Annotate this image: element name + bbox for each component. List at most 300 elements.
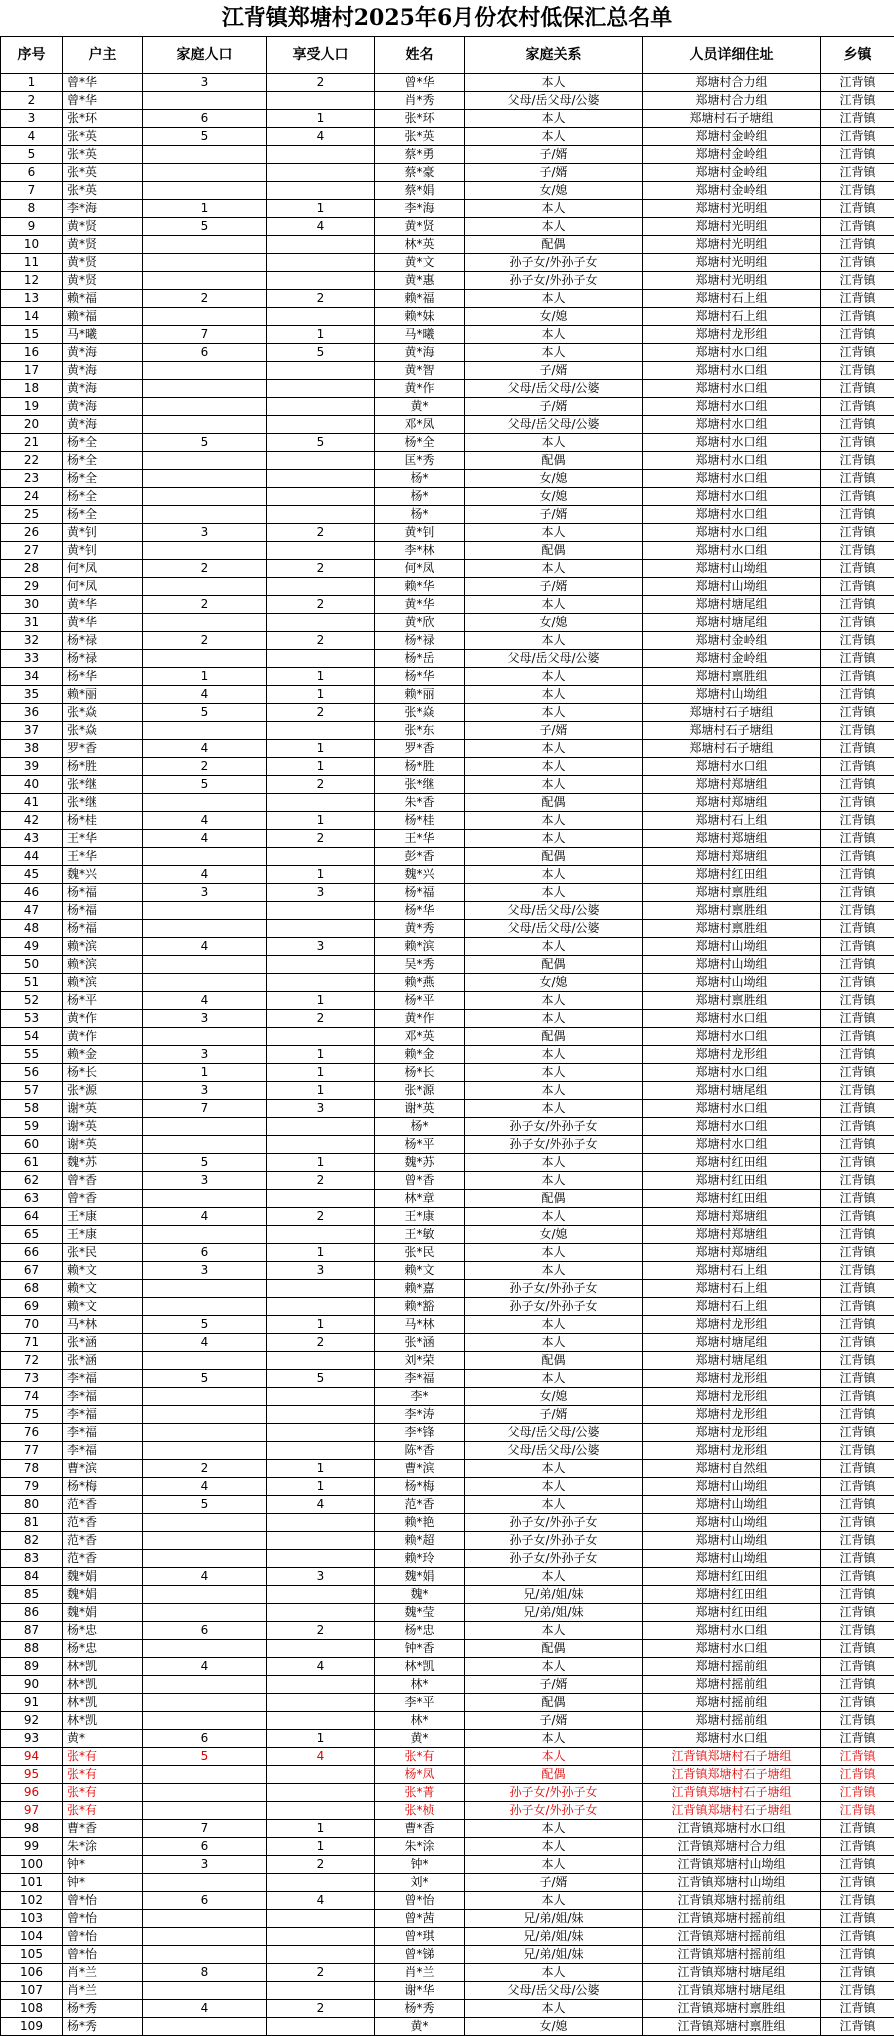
- table-row: [1, 272, 894, 290]
- cell-name: 魏*兴: [375, 866, 465, 884]
- cell-township: 江背镇: [821, 1820, 894, 1838]
- cell-index: 36: [1, 704, 63, 722]
- cell-township: 江背镇: [821, 1586, 894, 1604]
- cell-benefit-size: [267, 542, 375, 560]
- cell-name: 杨*华: [375, 902, 465, 920]
- cell-name: 朱*涂: [375, 1838, 465, 1856]
- cell-family-size: [143, 1712, 267, 1730]
- cell-benefit-size: 1: [267, 686, 375, 704]
- cell-township: 江背镇: [821, 650, 894, 668]
- cell-benefit-size: 3: [267, 884, 375, 902]
- table-row: [1, 596, 894, 614]
- cell-index: 79: [1, 1478, 63, 1496]
- table-row: [1, 1136, 894, 1154]
- cell-township: 江背镇: [821, 1910, 894, 1928]
- table-row: [1, 1316, 894, 1334]
- cell-relation: 女/媳: [465, 614, 643, 632]
- cell-householder: 肖*兰: [63, 1964, 143, 1982]
- cell-township: 江背镇: [821, 1766, 894, 1784]
- cell-index: 8: [1, 200, 63, 218]
- cell-householder: 曾*香: [63, 1172, 143, 1190]
- cell-benefit-size: 2: [267, 1334, 375, 1352]
- cell-index: 91: [1, 1694, 63, 1712]
- cell-benefit-size: 3: [267, 1262, 375, 1280]
- cell-address: 江背镇郑塘村摇前组: [643, 1928, 821, 1946]
- table-row: [1, 1406, 894, 1424]
- cell-name: 杨*秀: [375, 2000, 465, 2018]
- cell-householder: 杨*禄: [63, 632, 143, 650]
- cell-householder: 林*凯: [63, 1658, 143, 1676]
- cell-name: 肖*秀: [375, 92, 465, 110]
- cell-householder: 张*英: [63, 128, 143, 146]
- table-row: [1, 1766, 894, 1784]
- cell-name: 杨*梅: [375, 1478, 465, 1496]
- cell-relation: 本人: [465, 776, 643, 794]
- table-row: [1, 434, 894, 452]
- cell-relation: 本人: [465, 2000, 643, 2018]
- cell-relation: 女/媳: [465, 1226, 643, 1244]
- cell-benefit-size: [267, 1982, 375, 2000]
- cell-family-size: 7: [143, 326, 267, 344]
- cell-householder: 杨*秀: [63, 2018, 143, 2036]
- cell-name: 杨*: [375, 470, 465, 488]
- cell-benefit-size: 1: [267, 866, 375, 884]
- cell-township: 江背镇: [821, 1928, 894, 1946]
- cell-family-size: [143, 1280, 267, 1298]
- cell-relation: 兄/弟/姐/妹: [465, 1928, 643, 1946]
- table-row: [1, 1244, 894, 1262]
- cell-index: 80: [1, 1496, 63, 1514]
- cell-householder: 何*凤: [63, 560, 143, 578]
- cell-benefit-size: [267, 614, 375, 632]
- cell-address: 郑塘村石子塘组: [643, 704, 821, 722]
- table-row: [1, 1748, 894, 1766]
- cell-householder: 魏*兴: [63, 866, 143, 884]
- cell-benefit-size: [267, 1352, 375, 1370]
- cell-householder: 张*源: [63, 1082, 143, 1100]
- cell-relation: 父母/岳父母/公婆: [465, 920, 643, 938]
- cell-family-size: 1: [143, 1064, 267, 1082]
- table-row: [1, 1802, 894, 1820]
- cell-relation: 本人: [465, 1172, 643, 1190]
- cell-township: 江背镇: [821, 2018, 894, 2036]
- cell-name: 赖*妹: [375, 308, 465, 326]
- cell-index: 37: [1, 722, 63, 740]
- cell-benefit-size: [267, 1280, 375, 1298]
- cell-address: 郑塘村光明组: [643, 272, 821, 290]
- table-row: [1, 1838, 894, 1856]
- cell-name: 赖*艳: [375, 1514, 465, 1532]
- cell-householder: 张*英: [63, 182, 143, 200]
- cell-benefit-size: [267, 1676, 375, 1694]
- cell-householder: 曾*华: [63, 92, 143, 110]
- table-row: [1, 1910, 894, 1928]
- cell-township: 江背镇: [821, 506, 894, 524]
- cell-township: 江背镇: [821, 1874, 894, 1892]
- header-address: 人员详细住址: [643, 37, 821, 74]
- cell-address: 郑塘村郑塘组: [643, 776, 821, 794]
- cell-benefit-size: [267, 1424, 375, 1442]
- table-row: [1, 1784, 894, 1802]
- cell-address: 郑塘村水口组: [643, 506, 821, 524]
- cell-family-size: [143, 1766, 267, 1784]
- cell-benefit-size: [267, 92, 375, 110]
- cell-address: 郑塘村水口组: [643, 1622, 821, 1640]
- cell-householder: 张*焱: [63, 722, 143, 740]
- cell-benefit-size: 2: [267, 704, 375, 722]
- table-row: [1, 866, 894, 884]
- cell-relation: 本人: [465, 218, 643, 236]
- cell-family-size: 7: [143, 1820, 267, 1838]
- cell-address: 郑塘村山坳组: [643, 1478, 821, 1496]
- cell-family-size: [143, 236, 267, 254]
- table-row: [1, 776, 894, 794]
- cell-benefit-size: [267, 920, 375, 938]
- cell-index: 82: [1, 1532, 63, 1550]
- cell-index: 22: [1, 452, 63, 470]
- cell-address: 郑塘村水口组: [643, 416, 821, 434]
- cell-index: 18: [1, 380, 63, 398]
- cell-name: 杨*禄: [375, 632, 465, 650]
- cell-relation: 本人: [465, 74, 643, 92]
- cell-name: 赖*嘉: [375, 1280, 465, 1298]
- table-row: [1, 1100, 894, 1118]
- table-row: [1, 722, 894, 740]
- table-row: [1, 902, 894, 920]
- cell-address: 郑塘村龙形组: [643, 1370, 821, 1388]
- cell-index: 7: [1, 182, 63, 200]
- cell-householder: 黄*海: [63, 362, 143, 380]
- cell-relation: 本人: [465, 434, 643, 452]
- cell-relation: 本人: [465, 1478, 643, 1496]
- table-row: [1, 1640, 894, 1658]
- cell-address: 郑塘村山坳组: [643, 686, 821, 704]
- cell-benefit-size: 2: [267, 1856, 375, 1874]
- cell-index: 65: [1, 1226, 63, 1244]
- cell-name: 张*英: [375, 128, 465, 146]
- cell-family-size: 3: [143, 1082, 267, 1100]
- cell-name: 曾*锑: [375, 1946, 465, 1964]
- cell-address: 郑塘村石上组: [643, 308, 821, 326]
- table-row: [1, 1820, 894, 1838]
- cell-householder: 杨*桂: [63, 812, 143, 830]
- table-row: [1, 1280, 894, 1298]
- cell-householder: 黄*: [63, 1730, 143, 1748]
- cell-name: 王*华: [375, 830, 465, 848]
- cell-benefit-size: [267, 380, 375, 398]
- cell-name: 蔡*娟: [375, 182, 465, 200]
- table-row: [1, 1082, 894, 1100]
- cell-name: 杨*桂: [375, 812, 465, 830]
- cell-name: 杨*: [375, 488, 465, 506]
- cell-name: 黄*秀: [375, 920, 465, 938]
- cell-address: 郑塘村石上组: [643, 812, 821, 830]
- cell-householder: 张*有: [63, 1748, 143, 1766]
- cell-benefit-size: [267, 1802, 375, 1820]
- cell-township: 江背镇: [821, 1892, 894, 1910]
- cell-address: 江背镇郑塘村山坳组: [643, 1874, 821, 1892]
- cell-benefit-size: [267, 1226, 375, 1244]
- cell-benefit-size: 2: [267, 1622, 375, 1640]
- cell-householder: 黄*贤: [63, 236, 143, 254]
- header-relation: 家庭关系: [465, 37, 643, 74]
- cell-index: 62: [1, 1172, 63, 1190]
- cell-benefit-size: [267, 1406, 375, 1424]
- cell-householder: 王*康: [63, 1208, 143, 1226]
- cell-householder: 李*福: [63, 1388, 143, 1406]
- table-row: [1, 1712, 894, 1730]
- cell-relation: 本人: [465, 1316, 643, 1334]
- cell-township: 江背镇: [821, 218, 894, 236]
- cell-benefit-size: 1: [267, 1460, 375, 1478]
- cell-township: 江背镇: [821, 794, 894, 812]
- cell-family-size: 4: [143, 866, 267, 884]
- cell-family-size: [143, 380, 267, 398]
- cell-benefit-size: 1: [267, 668, 375, 686]
- cell-benefit-size: 4: [267, 128, 375, 146]
- cell-relation: 本人: [465, 866, 643, 884]
- cell-householder: 张*焱: [63, 704, 143, 722]
- cell-householder: 黄*钊: [63, 542, 143, 560]
- cell-index: 84: [1, 1568, 63, 1586]
- cell-householder: 张*涵: [63, 1334, 143, 1352]
- cell-address: 郑塘村水口组: [643, 362, 821, 380]
- cell-address: 郑塘村红田组: [643, 1154, 821, 1172]
- cell-householder: 范*香: [63, 1532, 143, 1550]
- cell-name: 张*源: [375, 1082, 465, 1100]
- cell-address: 郑塘村水口组: [643, 524, 821, 542]
- cell-benefit-size: 2: [267, 2000, 375, 2018]
- cell-index: 106: [1, 1964, 63, 1982]
- cell-householder: 杨*平: [63, 992, 143, 1010]
- cell-address: 郑塘村龙形组: [643, 1046, 821, 1064]
- cell-township: 江背镇: [821, 1748, 894, 1766]
- cell-benefit-size: 2: [267, 74, 375, 92]
- cell-township: 江背镇: [821, 560, 894, 578]
- cell-name: 罗*香: [375, 740, 465, 758]
- cell-relation: 本人: [465, 1568, 643, 1586]
- cell-address: 江背镇郑塘村禀胜组: [643, 2018, 821, 2036]
- cell-index: 24: [1, 488, 63, 506]
- header-township: 乡镇: [821, 37, 894, 74]
- cell-householder: 黄*海: [63, 416, 143, 434]
- cell-address: 江背镇郑塘村禀胜组: [643, 2000, 821, 2018]
- cell-family-size: [143, 722, 267, 740]
- cell-relation: 子/婿: [465, 1874, 643, 1892]
- cell-relation: 孙子女/外孙子女: [465, 254, 643, 272]
- header-householder: 户主: [63, 37, 143, 74]
- cell-address: 郑塘村龙形组: [643, 326, 821, 344]
- cell-township: 江背镇: [821, 308, 894, 326]
- cell-address: 郑塘村塘尾组: [643, 614, 821, 632]
- cell-name: 杨*岳: [375, 650, 465, 668]
- table-row: [1, 650, 894, 668]
- cell-township: 江背镇: [821, 1352, 894, 1370]
- cell-name: 赖*福: [375, 290, 465, 308]
- cell-relation: 本人: [465, 758, 643, 776]
- cell-relation: 本人: [465, 830, 643, 848]
- cell-relation: 父母/岳父母/公婆: [465, 1982, 643, 2000]
- cell-name: 黄*: [375, 2018, 465, 2036]
- cell-family-size: [143, 506, 267, 524]
- cell-householder: 王*华: [63, 830, 143, 848]
- cell-index: 75: [1, 1406, 63, 1424]
- cell-township: 江背镇: [821, 758, 894, 776]
- cell-township: 江背镇: [821, 1730, 894, 1748]
- table-row: [1, 1928, 894, 1946]
- cell-township: 江背镇: [821, 1226, 894, 1244]
- cell-benefit-size: 1: [267, 1154, 375, 1172]
- cell-index: 64: [1, 1208, 63, 1226]
- cell-index: 19: [1, 398, 63, 416]
- cell-address: 郑塘村水口组: [643, 1010, 821, 1028]
- cell-index: 109: [1, 2018, 63, 2036]
- table-row: [1, 470, 894, 488]
- cell-address: 郑塘村水口组: [643, 488, 821, 506]
- cell-township: 江背镇: [821, 902, 894, 920]
- cell-township: 江背镇: [821, 326, 894, 344]
- cell-relation: 孙子女/外孙子女: [465, 1280, 643, 1298]
- table-row: [1, 1622, 894, 1640]
- cell-index: 66: [1, 1244, 63, 1262]
- cell-relation: 女/媳: [465, 182, 643, 200]
- cell-benefit-size: [267, 452, 375, 470]
- cell-address: 江背镇郑塘村摇前组: [643, 1910, 821, 1928]
- cell-township: 江背镇: [821, 1676, 894, 1694]
- cell-relation: 子/婿: [465, 1676, 643, 1694]
- cell-index: 32: [1, 632, 63, 650]
- cell-family-size: [143, 1910, 267, 1928]
- table-row: [1, 1028, 894, 1046]
- cell-name: 彭*香: [375, 848, 465, 866]
- cell-index: 42: [1, 812, 63, 830]
- table-row: [1, 542, 894, 560]
- cell-township: 江背镇: [821, 1856, 894, 1874]
- cell-family-size: 4: [143, 992, 267, 1010]
- cell-benefit-size: [267, 398, 375, 416]
- cell-name: 蔡*豪: [375, 164, 465, 182]
- cell-township: 江背镇: [821, 110, 894, 128]
- cell-householder: 钟*: [63, 1856, 143, 1874]
- cell-index: 28: [1, 560, 63, 578]
- cell-name: 杨*平: [375, 992, 465, 1010]
- table-row: [1, 1568, 894, 1586]
- cell-relation: 父母/岳父母/公婆: [465, 416, 643, 434]
- cell-address: 郑塘村水口组: [643, 1640, 821, 1658]
- cell-relation: 配偶: [465, 956, 643, 974]
- cell-township: 江背镇: [821, 956, 894, 974]
- table-row: [1, 1964, 894, 1982]
- cell-family-size: 2: [143, 560, 267, 578]
- cell-householder: 黄*海: [63, 380, 143, 398]
- cell-township: 江背镇: [821, 1028, 894, 1046]
- cell-relation: 本人: [465, 1010, 643, 1028]
- cell-name: 李*福: [375, 1370, 465, 1388]
- cell-name: 张*菁: [375, 1784, 465, 1802]
- cell-township: 江背镇: [821, 1298, 894, 1316]
- cell-householder: 魏*娟: [63, 1568, 143, 1586]
- cell-benefit-size: 1: [267, 1730, 375, 1748]
- table-row: [1, 1892, 894, 1910]
- cell-family-size: [143, 974, 267, 992]
- cell-index: 5: [1, 146, 63, 164]
- cell-index: 27: [1, 542, 63, 560]
- cell-relation: 父母/岳父母/公婆: [465, 1424, 643, 1442]
- cell-benefit-size: [267, 1694, 375, 1712]
- cell-benefit-size: [267, 902, 375, 920]
- cell-name: 张*民: [375, 1244, 465, 1262]
- cell-householder: 张*有: [63, 1766, 143, 1784]
- cell-name: 黄*欣: [375, 614, 465, 632]
- cell-benefit-size: 1: [267, 740, 375, 758]
- cell-benefit-size: 4: [267, 1496, 375, 1514]
- cell-township: 江背镇: [821, 1658, 894, 1676]
- cell-address: 郑塘村山坳组: [643, 974, 821, 992]
- cell-family-size: [143, 1028, 267, 1046]
- cell-name: 匡*秀: [375, 452, 465, 470]
- cell-benefit-size: 1: [267, 812, 375, 830]
- cell-index: 88: [1, 1640, 63, 1658]
- cell-name: 谢*华: [375, 1982, 465, 2000]
- cell-address: 郑塘村摇前组: [643, 1712, 821, 1730]
- cell-householder: 李*福: [63, 1424, 143, 1442]
- cell-township: 江背镇: [821, 1010, 894, 1028]
- cell-family-size: 4: [143, 812, 267, 830]
- cell-index: 23: [1, 470, 63, 488]
- table-row: [1, 578, 894, 596]
- cell-name: 黄*文: [375, 254, 465, 272]
- cell-township: 江背镇: [821, 1406, 894, 1424]
- cell-name: 吴*秀: [375, 956, 465, 974]
- cell-index: 103: [1, 1910, 63, 1928]
- cell-address: 郑塘村光明组: [643, 254, 821, 272]
- cell-householder: 赖*滨: [63, 956, 143, 974]
- cell-index: 72: [1, 1352, 63, 1370]
- cell-householder: 朱*涂: [63, 1838, 143, 1856]
- cell-township: 江背镇: [821, 1316, 894, 1334]
- cell-index: 107: [1, 1982, 63, 2000]
- cell-index: 97: [1, 1802, 63, 1820]
- cell-township: 江背镇: [821, 722, 894, 740]
- cell-relation: 女/媳: [465, 974, 643, 992]
- cell-relation: 女/媳: [465, 470, 643, 488]
- cell-relation: 本人: [465, 884, 643, 902]
- cell-address: 江背镇郑塘村石子塘组: [643, 1748, 821, 1766]
- cell-address: 郑塘村摇前组: [643, 1658, 821, 1676]
- table-row: [1, 1010, 894, 1028]
- cell-householder: 杨*胜: [63, 758, 143, 776]
- cell-family-size: [143, 1802, 267, 1820]
- cell-householder: 魏*娟: [63, 1586, 143, 1604]
- cell-township: 江背镇: [821, 1514, 894, 1532]
- cell-index: 74: [1, 1388, 63, 1406]
- cell-family-size: [143, 1190, 267, 1208]
- cell-index: 15: [1, 326, 63, 344]
- cell-benefit-size: 5: [267, 344, 375, 362]
- cell-township: 江背镇: [821, 488, 894, 506]
- cell-index: 99: [1, 1838, 63, 1856]
- cell-relation: 本人: [465, 1208, 643, 1226]
- cell-relation: 配偶: [465, 794, 643, 812]
- cell-township: 江背镇: [821, 290, 894, 308]
- cell-index: 92: [1, 1712, 63, 1730]
- table-row: [1, 1586, 894, 1604]
- cell-benefit-size: 2: [267, 776, 375, 794]
- cell-relation: 本人: [465, 1046, 643, 1064]
- cell-name: 王*敏: [375, 1226, 465, 1244]
- cell-address: 郑塘村金岭组: [643, 146, 821, 164]
- cell-relation: 本人: [465, 200, 643, 218]
